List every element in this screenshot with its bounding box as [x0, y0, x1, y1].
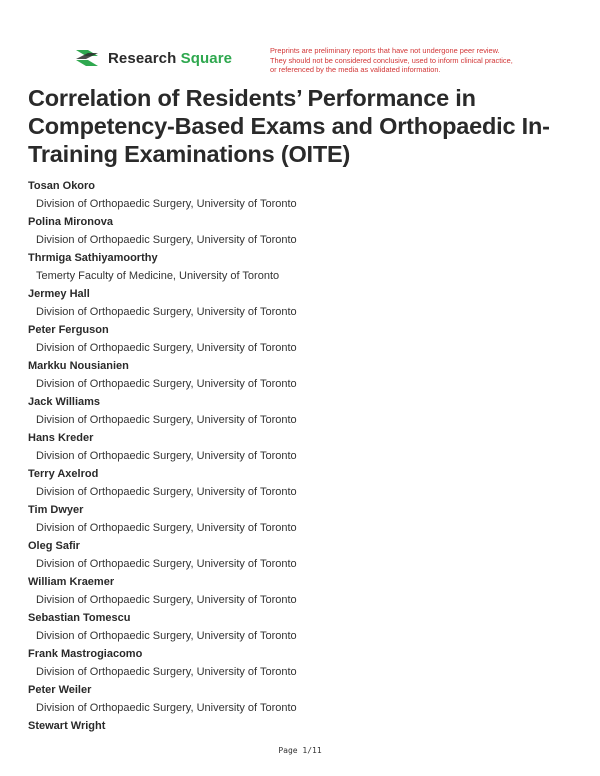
author-entry: [28, 251, 568, 287]
author-affiliation: Division of Orthopaedic Surgery, University of Toronto: [36, 342, 297, 354]
author-affiliation: Division of Orthopaedic Surgery, University of Toronto: [36, 558, 297, 570]
author-entry: [28, 575, 568, 611]
author-name: Tim Dwyer: [28, 504, 84, 516]
author-entry: [28, 683, 568, 719]
author-name: William Kraemer: [28, 576, 115, 588]
author-list: [28, 179, 568, 755]
author-name: Terry Axelrod: [28, 468, 99, 480]
author-entry: [28, 359, 568, 395]
author-name: Peter Ferguson: [28, 324, 109, 336]
author-affiliation: Division of Orthopaedic Surgery, University of Toronto: [36, 234, 297, 246]
author-affiliation: Division of Orthopaedic Surgery, University of Toronto: [36, 198, 297, 210]
author-name: Sebastian Tomescu: [28, 612, 131, 624]
author-affiliation: Division of Orthopaedic Surgery, University of Toronto: [36, 450, 297, 462]
author-entry: [28, 395, 568, 431]
disclaimer-line: They should not be considered conclusive, used to inform clinical practice,: [270, 55, 513, 65]
research-square-logo[interactable]: [74, 47, 232, 69]
author-name: Hans Kreder: [28, 432, 94, 444]
author-name: Jack Williams: [28, 396, 101, 408]
author-entry: [28, 503, 568, 539]
research-square-logo-icon: [74, 47, 100, 69]
logo-word-research: Research: [108, 49, 177, 67]
author-entry: [28, 323, 568, 359]
page-number: Page 1/11: [278, 746, 322, 755]
logo-wordmark: [108, 50, 232, 67]
author-name: Frank Mastrogiacomo: [28, 648, 143, 660]
author-entry: [28, 539, 568, 575]
author-name: Thrmiga Sathiyamoorthy: [28, 252, 158, 264]
author-affiliation: Temerty Faculty of Medicine, University of Toronto: [36, 270, 280, 282]
author-name: Polina Mironova: [28, 216, 113, 228]
preprint-disclaimer: [270, 46, 540, 75]
author-name: Markku Nousianien: [28, 360, 129, 372]
author-affiliation: Division of Orthopaedic Surgery, University of Toronto: [36, 666, 297, 678]
author-name: Tosan Okoro: [28, 180, 96, 192]
author-affiliation: Division of Orthopaedic Surgery, University of Toronto: [36, 306, 297, 318]
disclaimer-line: Preprints are preliminary reports that have not undergone peer review.: [270, 46, 500, 55]
author-affiliation: Division of Orthopaedic Surgery, University of Toronto: [36, 522, 297, 534]
author-affiliation: Division of Orthopaedic Surgery, University of Toronto: [36, 486, 297, 498]
paper-title: Correlation of Residents’ Performance in Competency-Based Exams and Orthopaedic In-Training Examinations (OITE): [28, 85, 550, 167]
author-entry: [28, 467, 568, 503]
author-entry: [28, 647, 568, 683]
author-entry: [28, 287, 568, 323]
author-entry: [28, 611, 568, 647]
disclaimer-line: or referenced by the media as validated information.: [270, 65, 441, 75]
author-affiliation: Division of Orthopaedic Surgery, University of Toronto: [36, 594, 297, 606]
author-name: Peter Weiler: [28, 684, 92, 696]
author-name: Jermey Hall: [28, 288, 90, 300]
author-affiliation: Division of Orthopaedic Surgery, University of Toronto: [36, 702, 297, 714]
author-entry: [28, 179, 568, 215]
author-entry: [28, 215, 568, 251]
author-affiliation: Division of Orthopaedic Surgery, University of Toronto: [36, 630, 297, 642]
author-affiliation: Division of Orthopaedic Surgery, University of Toronto: [36, 414, 297, 426]
author-name: Oleg Safir: [28, 540, 80, 552]
author-entry: [28, 431, 568, 467]
author-affiliation: Division of Orthopaedic Surgery, University of Toronto: [36, 378, 297, 390]
logo-word-square: Square: [180, 49, 233, 67]
author-name: Stewart Wright: [28, 720, 106, 732]
